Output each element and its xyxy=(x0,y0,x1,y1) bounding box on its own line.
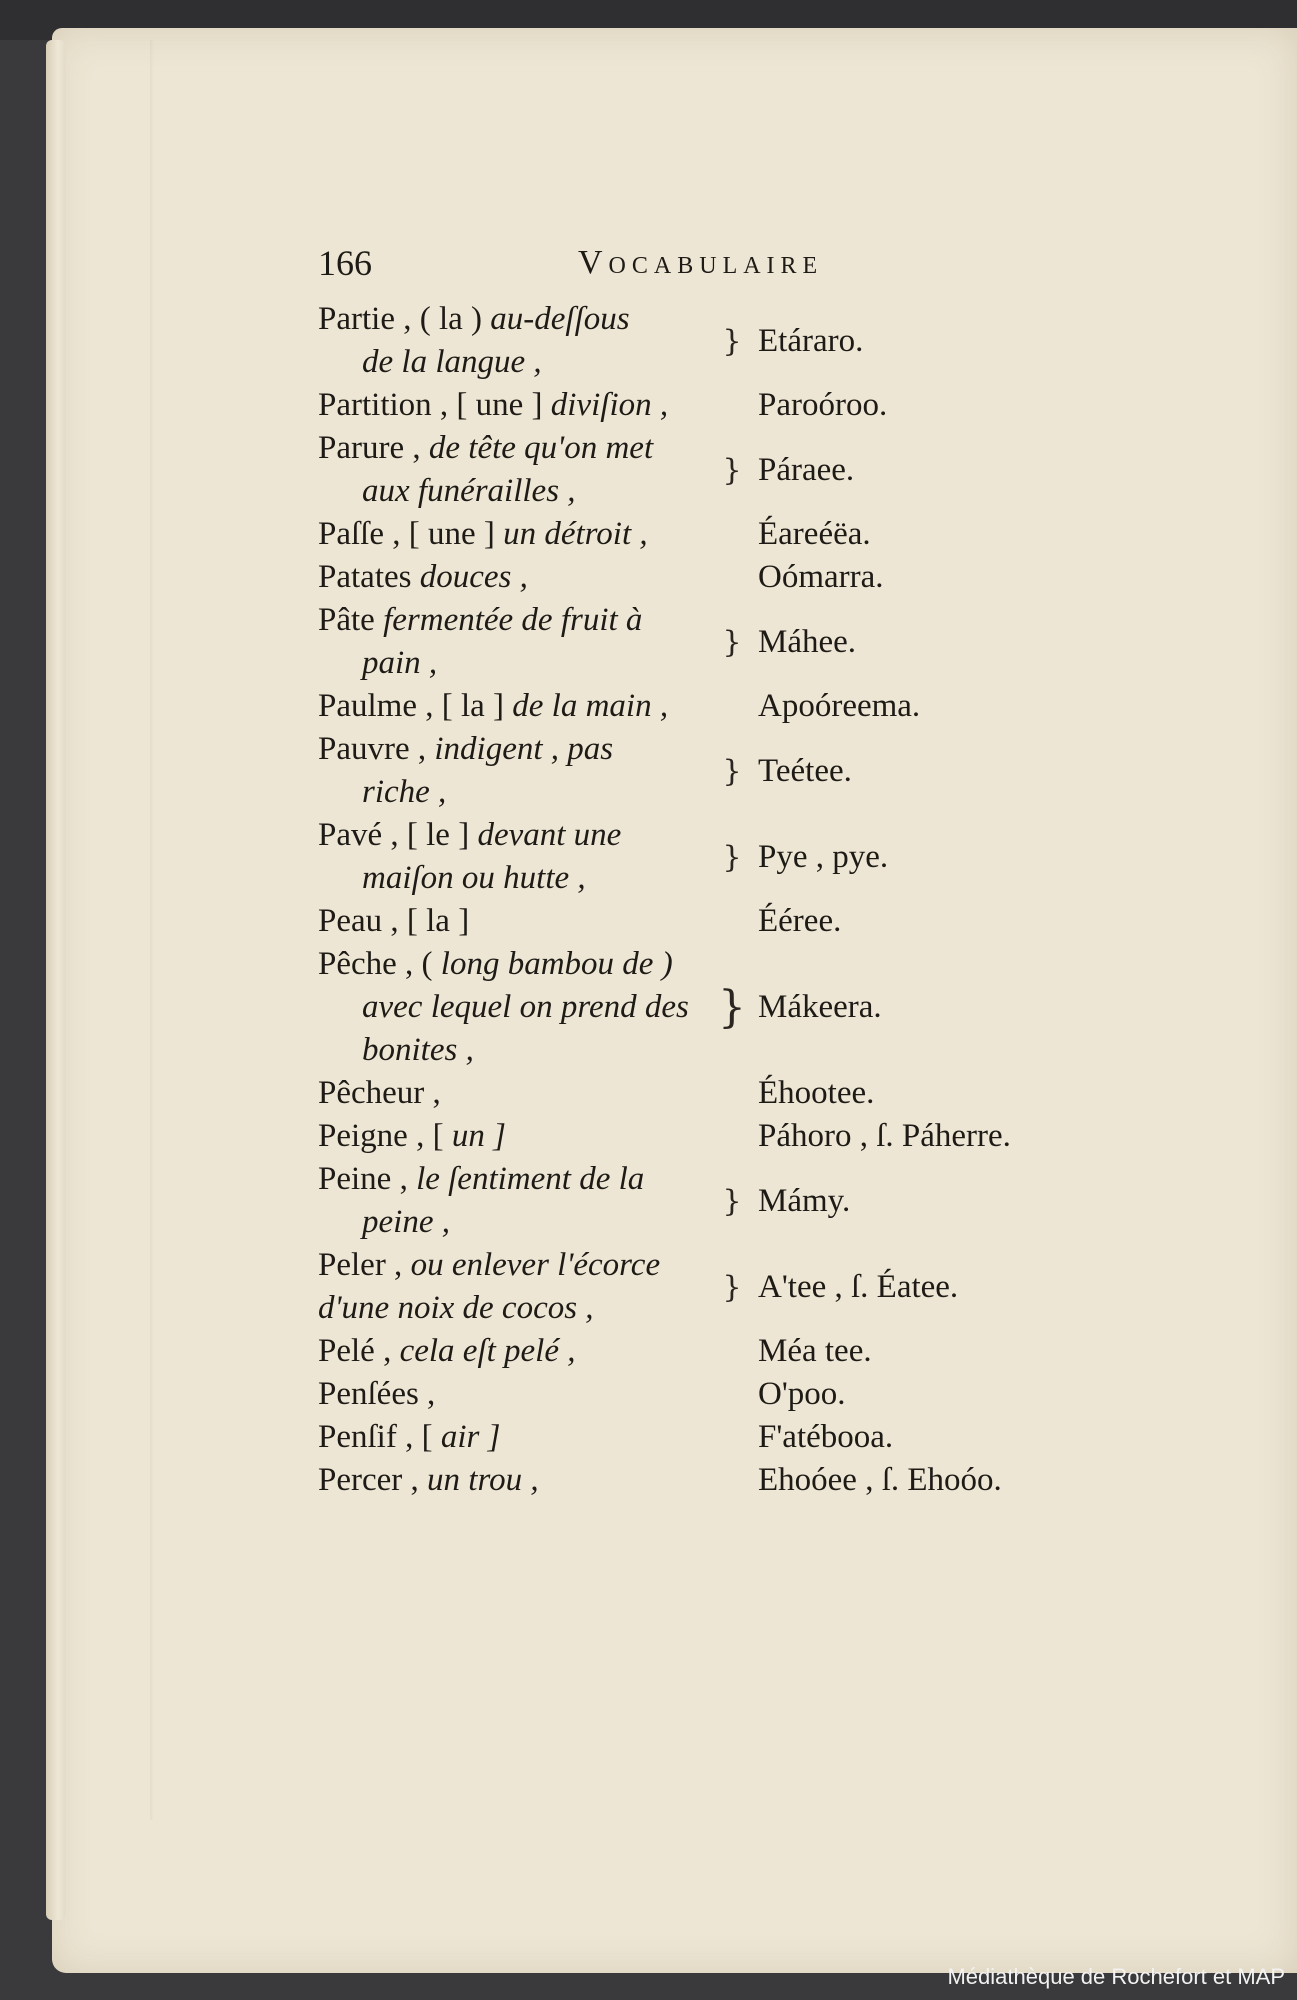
tahitian-term: Pye , pye. xyxy=(758,838,889,875)
vocab-entry xyxy=(318,1072,1118,1115)
vocab-entry xyxy=(318,814,1118,900)
brace-spacer xyxy=(718,384,746,427)
tahitian-term: Páraee. xyxy=(758,451,855,488)
brace-icon: } xyxy=(722,753,742,789)
french-term xyxy=(318,1373,718,1416)
french-term-main: Peigne , [ xyxy=(318,1118,452,1154)
french-term-continuation: aux funérailles , xyxy=(362,473,576,509)
french-term-gloss: indigent , pas xyxy=(434,731,614,767)
french-term xyxy=(318,384,718,427)
tahitian-term: Teétee. xyxy=(758,752,852,789)
french-term-main: Pêcheur , xyxy=(318,1075,441,1111)
brace-icon: } xyxy=(718,982,746,1033)
french-term-continuation: de la langue , xyxy=(362,344,542,380)
french-term-gloss: de la main , xyxy=(512,688,669,724)
brace-spacer xyxy=(718,513,746,556)
tahitian-term: Páhoro , ſ. Páherre. xyxy=(758,1118,1011,1154)
tahitian-term: Mámy. xyxy=(758,1182,851,1219)
vocabulary-list xyxy=(318,298,1118,1502)
french-term xyxy=(318,556,718,599)
french-term-gloss: un détroit , xyxy=(503,516,648,552)
french-term-continuation: riche , xyxy=(362,774,447,810)
french-term-gloss: au-deſſous xyxy=(490,301,630,337)
french-term-gloss: long bambou de ) xyxy=(440,946,673,982)
brace-spacer xyxy=(718,900,746,943)
french-term-main: Pêche , ( xyxy=(318,946,441,982)
page-edge-stack xyxy=(46,40,66,1920)
french-term-gloss: douces , xyxy=(419,559,528,595)
page-header xyxy=(318,242,938,282)
french-term xyxy=(318,900,718,943)
vocab-entry xyxy=(318,298,1118,384)
vocab-entry xyxy=(318,1115,1118,1158)
brace-spacer xyxy=(718,1072,746,1115)
vocab-entry xyxy=(318,384,1118,427)
french-term-gloss: diviſion , xyxy=(550,387,669,423)
vocab-entry xyxy=(318,1416,1118,1459)
tahitian-term: Máhee. xyxy=(758,623,857,660)
french-term xyxy=(318,1115,718,1158)
tahitian-term: Etáraro. xyxy=(758,322,864,359)
brace-spacer xyxy=(718,1373,746,1416)
brace-icon: } xyxy=(722,1269,742,1305)
french-term-main: Partie , ( la ) xyxy=(318,301,491,337)
french-term-continuation: maiſon ou hutte , xyxy=(362,860,586,896)
french-term xyxy=(318,1416,718,1459)
vocab-entry xyxy=(318,556,1118,599)
french-term xyxy=(318,427,718,513)
tahitian-term: O'poo. xyxy=(758,1376,846,1412)
french-term-main: Peine , xyxy=(318,1161,417,1197)
french-term-gloss: air ] xyxy=(440,1419,501,1455)
tahitian-term: Apoóreema. xyxy=(758,688,921,724)
brace-spacer xyxy=(718,1459,746,1502)
french-term-gloss: fermentée de fruit à xyxy=(383,602,643,638)
vocab-entry xyxy=(318,1244,1118,1330)
brace-icon: } xyxy=(722,1183,742,1219)
tahitian-term: Méa tee. xyxy=(758,1333,872,1369)
brace-spacer xyxy=(718,556,746,599)
vocab-entry xyxy=(318,1459,1118,1502)
vocab-entry xyxy=(318,1373,1118,1416)
tahitian-term: A'tee , ſ. Éatee. xyxy=(758,1268,959,1305)
french-term-main: Penſées , xyxy=(318,1376,436,1412)
french-term xyxy=(318,685,718,728)
brace-icon: } xyxy=(722,452,742,488)
french-term-main: Pavé , [ le ] xyxy=(318,817,478,853)
french-term-continuation: avec lequel on prend des xyxy=(362,989,689,1025)
french-term-gloss: le ſentiment de la xyxy=(416,1161,645,1197)
french-term xyxy=(318,728,718,814)
french-term xyxy=(318,1330,718,1373)
brace-spacer xyxy=(718,1416,746,1459)
vocab-entry xyxy=(318,900,1118,943)
tahitian-term: Éérее. xyxy=(758,903,842,939)
french-term xyxy=(318,599,718,685)
french-term-continuation: bonites , xyxy=(362,1032,474,1068)
brace-icon: } xyxy=(722,624,742,660)
french-term-main: Peau , [ la ] xyxy=(318,903,470,939)
tahitian-term: Éareéëa. xyxy=(758,516,871,552)
french-term xyxy=(318,1072,718,1115)
french-term xyxy=(318,298,718,384)
tahitian-term: Ehoóee , ſ. Ehoóo. xyxy=(758,1462,1002,1498)
french-term-gloss: cela eſt pelé , xyxy=(399,1333,576,1369)
french-term-gloss: un trou , xyxy=(427,1462,539,1498)
french-term-gloss: un ] xyxy=(451,1118,506,1154)
running-title-text: Vocabulaire xyxy=(578,244,824,281)
vocab-entry xyxy=(318,1158,1118,1244)
french-term-main: Partition , [ une ] xyxy=(318,387,551,423)
french-term-main: Pauvre , xyxy=(318,731,435,767)
french-term-continuation: d'une noix de cocos , xyxy=(318,1290,594,1326)
tahitian-term: Paroóroo. xyxy=(758,387,888,423)
french-term xyxy=(318,513,718,556)
tahitian-term: Mákeera. xyxy=(758,989,882,1025)
page-number: 166 xyxy=(318,243,372,283)
vocab-entry xyxy=(318,685,1118,728)
french-term-main: Parure , xyxy=(318,430,429,466)
vocab-entry xyxy=(318,728,1118,814)
french-term-continuation: peine , xyxy=(362,1204,450,1240)
french-term-gloss: ou enlever l'écorce xyxy=(410,1247,661,1283)
french-term xyxy=(318,1158,718,1244)
brace-icon: } xyxy=(722,839,742,875)
tahitian-term: Oómarra. xyxy=(758,559,884,595)
brace-spacer xyxy=(718,685,746,728)
running-title xyxy=(578,244,823,282)
french-term xyxy=(318,814,718,900)
french-term-main: Penſif , [ xyxy=(318,1419,441,1455)
french-term-main: Percer , xyxy=(318,1462,428,1498)
vocab-entry xyxy=(318,513,1118,556)
french-term xyxy=(318,1459,718,1502)
watermark: Médiathèque de Rochefort et MAP xyxy=(947,1964,1285,1989)
french-term-main: Pelé , xyxy=(318,1333,400,1369)
brace-spacer xyxy=(718,1330,746,1373)
vocab-entry xyxy=(318,427,1118,513)
vocab-entry xyxy=(318,599,1118,685)
brace-icon: } xyxy=(722,323,742,359)
french-term-continuation: pain , xyxy=(362,645,438,681)
french-term xyxy=(318,943,718,1072)
french-term-gloss: devant une xyxy=(477,817,622,853)
french-term-main: Peler , xyxy=(318,1247,411,1283)
page-fold xyxy=(150,40,154,1820)
french-term-main: Paulme , [ la ] xyxy=(318,688,513,724)
french-term-gloss: de tête qu'on met xyxy=(428,430,654,466)
french-term xyxy=(318,1244,718,1330)
french-term-main: Pâte xyxy=(318,602,384,638)
vocab-entry xyxy=(318,1330,1118,1373)
tahitian-term: F'atébooa. xyxy=(758,1419,894,1455)
french-term-main: Paſſe , [ une ] xyxy=(318,516,504,552)
french-term-main: Patates xyxy=(318,559,420,595)
tahitian-term: Éhootee. xyxy=(758,1075,875,1111)
vocab-entry xyxy=(318,943,1118,1072)
brace-spacer xyxy=(718,1115,746,1158)
